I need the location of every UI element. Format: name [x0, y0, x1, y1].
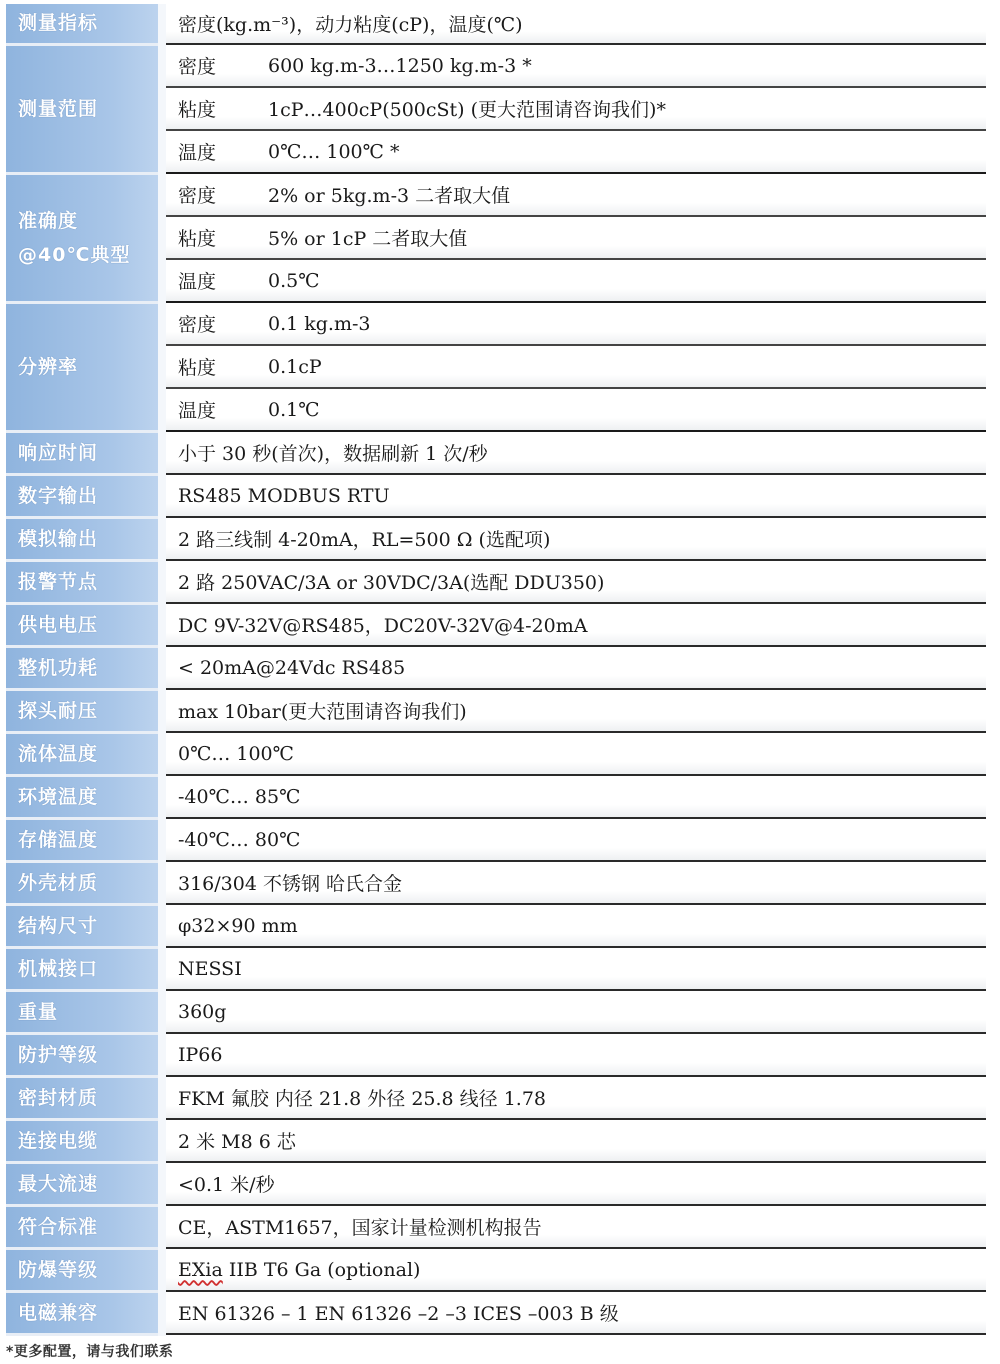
row-label: 结构尺寸	[6, 904, 162, 947]
row-value: IP66	[162, 1033, 986, 1076]
sub-value: 0.1℃	[254, 388, 986, 431]
row-value: 2 路三线制 4-20mA，RL=500 Ω (选配项)	[162, 517, 986, 560]
row-weight	[6, 990, 986, 1033]
row-standards	[6, 1205, 986, 1248]
footnote: *更多配置，请与我们联系	[6, 1344, 174, 1360]
row-label: 流体温度	[6, 732, 162, 775]
row-label: 分辨率	[6, 302, 162, 431]
row-value: 2 米 M8 6 芯	[162, 1119, 986, 1162]
row-value: < 20mA@24Vdc RS485	[162, 646, 986, 689]
row-value: 密度(kg.m⁻³)，动力粘度(cP)，温度(℃)	[162, 4, 986, 44]
row-power-consumption	[6, 646, 986, 689]
sub-value: 0.5℃	[254, 259, 986, 302]
row-housing-material	[6, 861, 986, 904]
row-response-time	[6, 431, 986, 474]
row-ambient-temperature	[6, 775, 986, 818]
row-label-line1: 准确度	[18, 209, 79, 232]
row-label: 数字输出	[6, 474, 162, 517]
sub-label: 密度	[162, 173, 254, 216]
sub-label: 粘度	[162, 345, 254, 388]
sub-label: 粘度	[162, 216, 254, 259]
row-dimensions	[6, 904, 986, 947]
row-digital-output	[6, 474, 986, 517]
sub-value: 1cP…400cP(500cSt) (更大范围请咨询我们)*	[254, 87, 986, 130]
row-fluid-temperature	[6, 732, 986, 775]
row-value: NESSI	[162, 947, 986, 990]
sub-label: 温度	[162, 130, 254, 173]
row-label: 防爆等级	[6, 1248, 162, 1291]
row-label: 连接电缆	[6, 1119, 162, 1162]
row-seal-material	[6, 1076, 986, 1119]
row-value: 0℃… 100℃	[162, 732, 986, 775]
row-measure-range-density	[6, 44, 986, 87]
row-label	[6, 173, 162, 302]
row-emc	[6, 1291, 986, 1334]
row-label: 供电电压	[6, 603, 162, 646]
row-value	[162, 1248, 986, 1291]
row-value: FKM 氟胶 内径 21.8 外径 25.8 线径 1.78	[162, 1076, 986, 1119]
explosion-rating-text: IIB T6 Ga (optional)	[222, 1258, 421, 1281]
row-label: 电磁兼容	[6, 1291, 162, 1334]
sub-label: 密度	[162, 302, 254, 345]
row-label: 响应时间	[6, 431, 162, 474]
row-value: DC 9V-32V@RS485，DC20V-32V@4-20mA	[162, 603, 986, 646]
row-accuracy-density	[6, 173, 986, 216]
row-cable	[6, 1119, 986, 1162]
row-label: 存储温度	[6, 818, 162, 861]
row-mechanical-interface	[6, 947, 986, 990]
sub-value: 600 kg.m-3…1250 kg.m-3 *	[254, 44, 986, 87]
row-label: 模拟输出	[6, 517, 162, 560]
row-label: 密封材质	[6, 1076, 162, 1119]
row-alarm-relay	[6, 560, 986, 603]
sub-value: 0.1 kg.m-3	[254, 302, 986, 345]
sub-value: 5% or 1cP 二者取大值	[254, 216, 986, 259]
sub-value: 0℃… 100℃ *	[254, 130, 986, 173]
row-value: CE，ASTM1657，国家计量检测机构报告	[162, 1205, 986, 1248]
sub-value: 2% or 5kg.m-3 二者取大值	[254, 173, 986, 216]
row-value: 小于 30 秒(首次)，数据刷新 1 次/秒	[162, 431, 986, 474]
row-value: RS485 MODBUS RTU	[162, 474, 986, 517]
row-max-flow	[6, 1162, 986, 1205]
row-probe-pressure	[6, 689, 986, 732]
row-value: <0.1 米/秒	[162, 1162, 986, 1205]
row-label: 测量范围	[6, 44, 162, 173]
sub-label: 温度	[162, 388, 254, 431]
sub-value: 0.1cP	[254, 345, 986, 388]
row-label: 最大流速	[6, 1162, 162, 1205]
exia-text: EXia	[178, 1258, 223, 1281]
row-value: EN 61326 – 1 EN 61326 –2 –3 ICES –003 B 级	[162, 1291, 986, 1334]
row-label: 环境温度	[6, 775, 162, 818]
row-value: 316/304 不锈钢 哈氏合金	[162, 861, 986, 904]
row-label: 测量指标	[6, 4, 162, 44]
row-measure-index	[6, 4, 986, 44]
row-label: 报警节点	[6, 560, 162, 603]
spec-table	[6, 4, 986, 1336]
sub-label: 粘度	[162, 87, 254, 130]
row-storage-temperature	[6, 818, 986, 861]
row-protection-rating	[6, 1033, 986, 1076]
row-label: 防护等级	[6, 1033, 162, 1076]
row-value: 2 路 250VAC/3A or 30VDC/3A(选配 DDU350)	[162, 560, 986, 603]
row-value: -40℃… 85℃	[162, 775, 986, 818]
sub-label: 密度	[162, 44, 254, 87]
row-explosion-proof	[6, 1248, 986, 1291]
row-label: 外壳材质	[6, 861, 162, 904]
row-supply-voltage	[6, 603, 986, 646]
row-label: 重量	[6, 990, 162, 1033]
row-resolution-density	[6, 302, 986, 345]
row-value: max 10bar(更大范围请咨询我们)	[162, 689, 986, 732]
row-label-line2: @40℃典型	[18, 243, 131, 266]
row-value: 360g	[162, 990, 986, 1033]
row-label: 整机功耗	[6, 646, 162, 689]
row-label: 探头耐压	[6, 689, 162, 732]
row-label: 符合标准	[6, 1205, 162, 1248]
sub-label: 温度	[162, 259, 254, 302]
row-value: φ32×90 mm	[162, 904, 986, 947]
row-value: -40℃… 80℃	[162, 818, 986, 861]
row-analog-output	[6, 517, 986, 560]
row-label: 机械接口	[6, 947, 162, 990]
